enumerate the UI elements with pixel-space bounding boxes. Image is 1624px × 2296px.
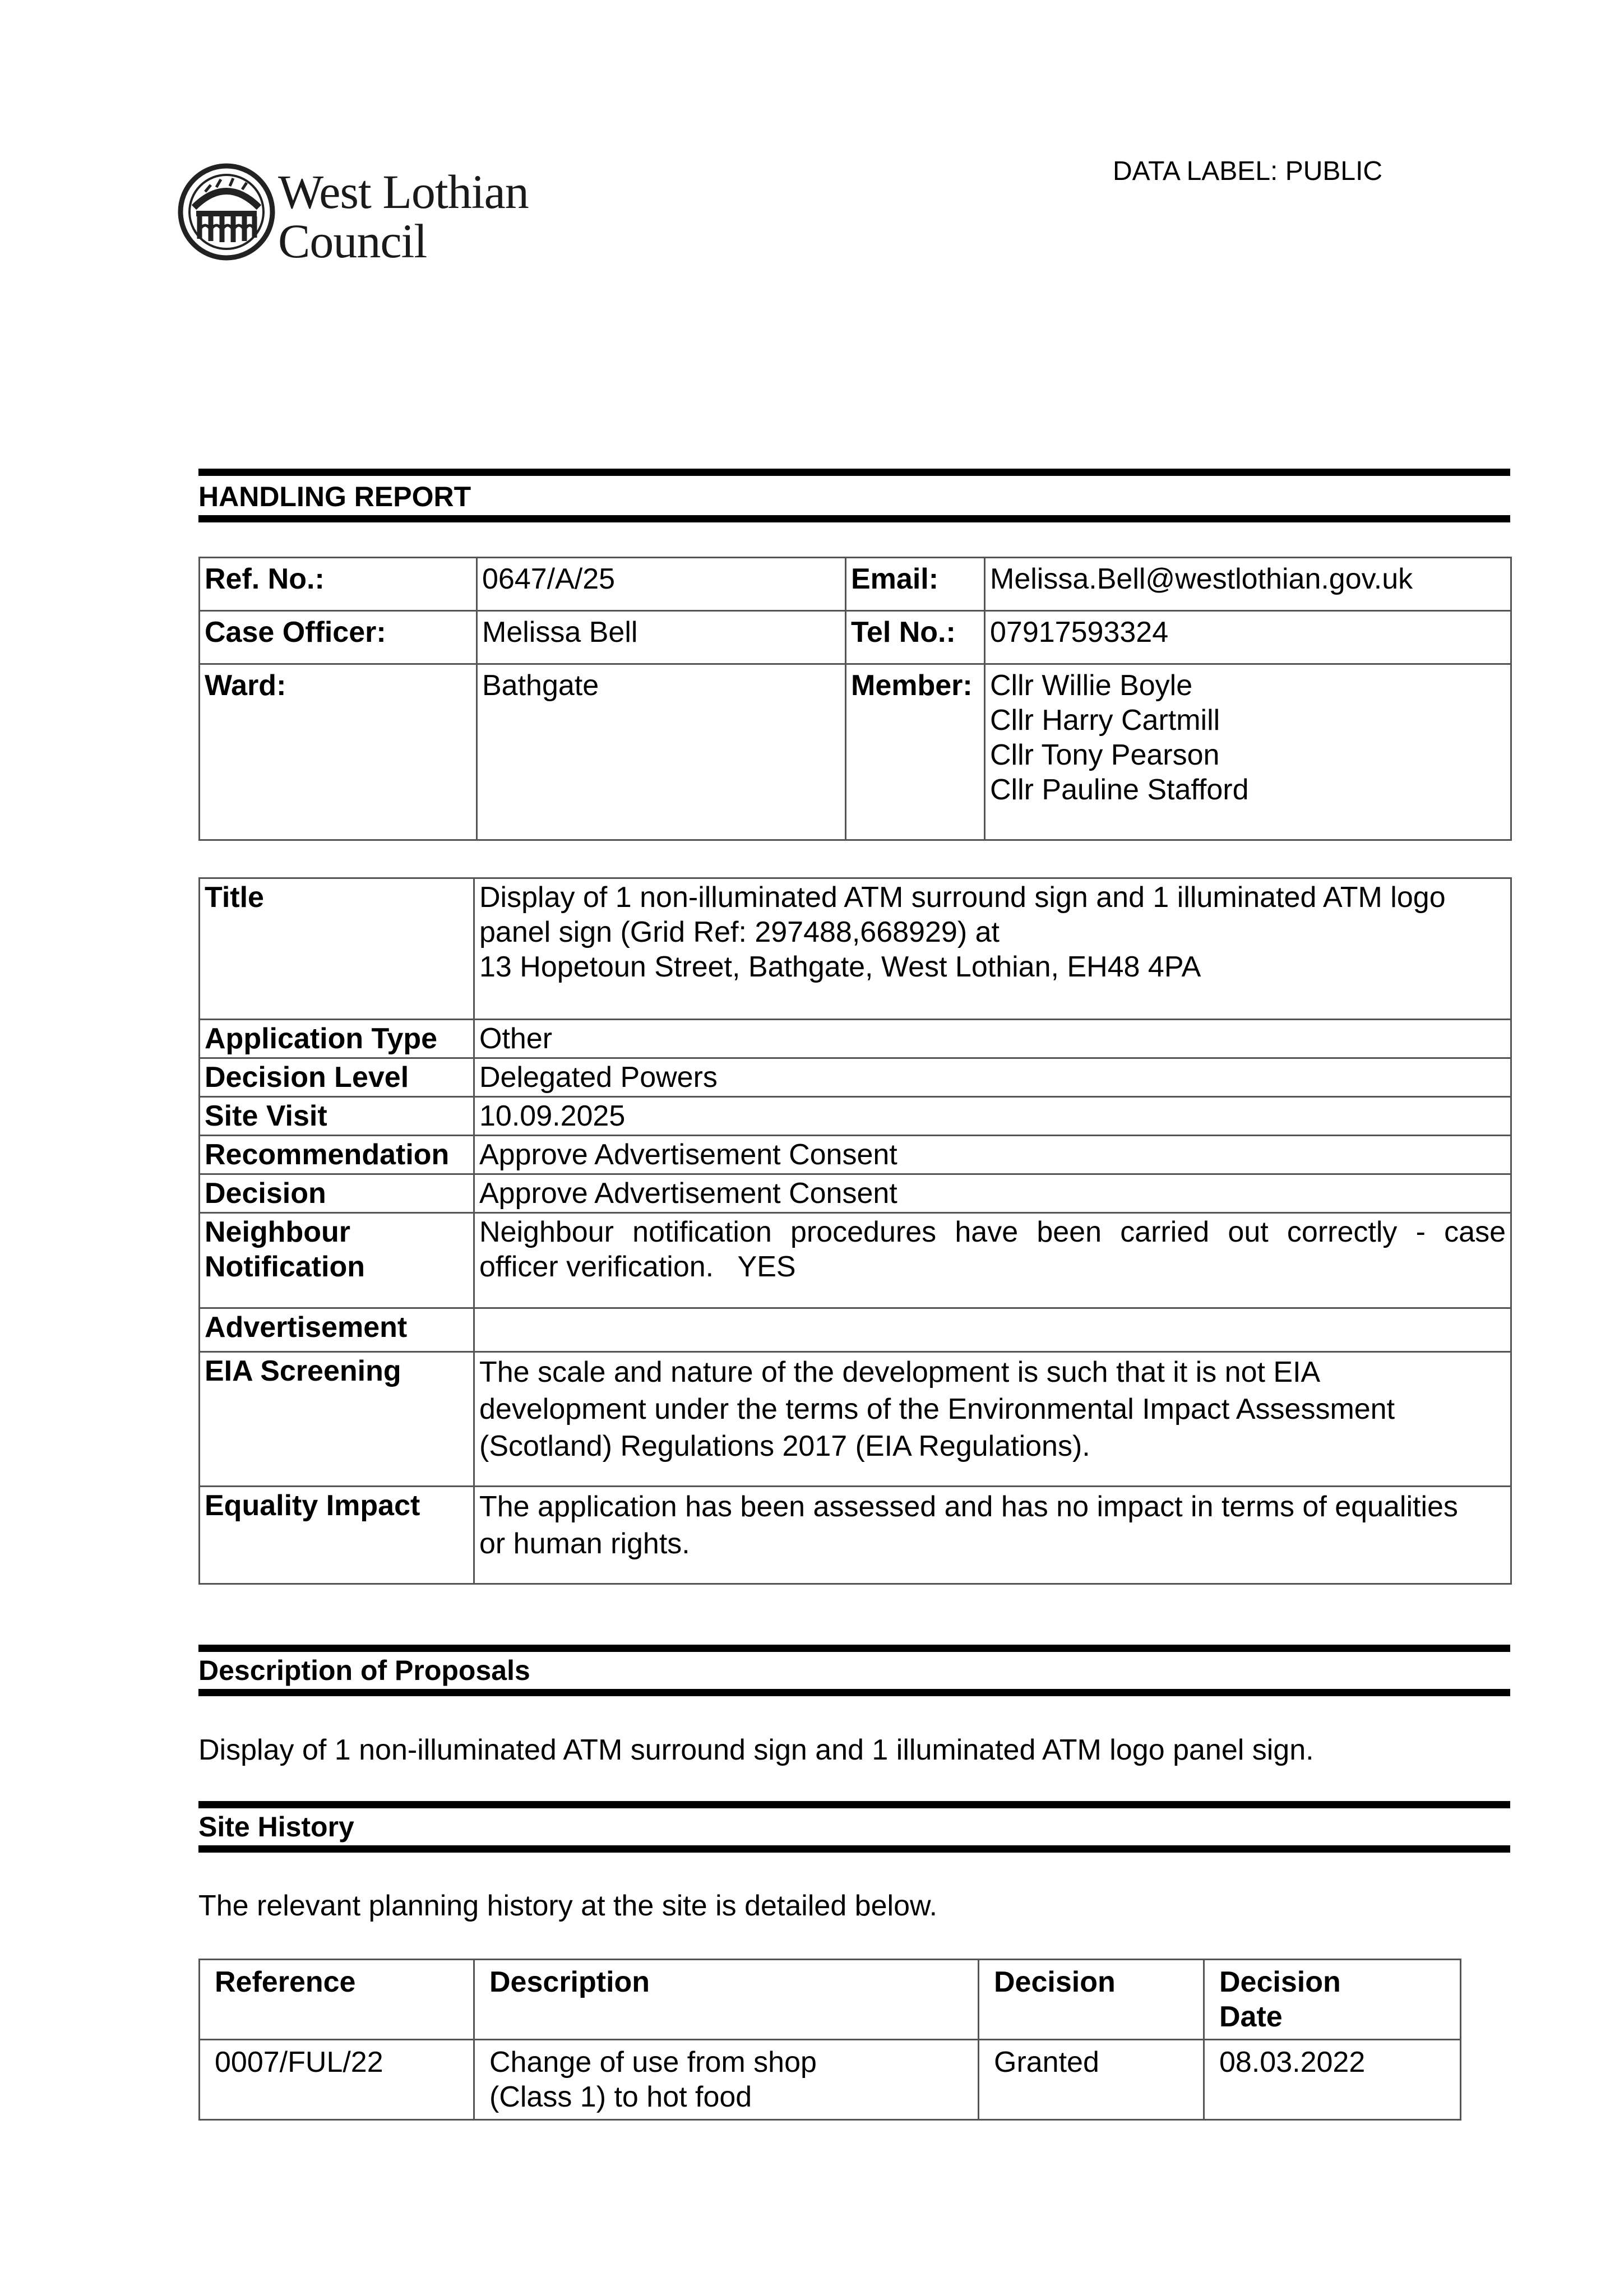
ward-label: Ward: (200, 664, 477, 840)
site-history-heading: Site History (198, 1811, 354, 1843)
officer-value: Melissa Bell (477, 611, 846, 664)
tel-label: Tel No.: (846, 611, 985, 664)
table-row (200, 1213, 1511, 1308)
decision-level-value: Delegated Powers (474, 1058, 1511, 1097)
table-row (200, 1058, 1511, 1097)
recommendation-label: Recommendation (200, 1136, 474, 1174)
history-reference: 0007/FUL/22 (200, 2040, 474, 2120)
history-description-line: (Class 1) to hot food (489, 2081, 752, 2113)
site-history-table (198, 1959, 1461, 2121)
table-row (200, 878, 1511, 1020)
title-line: 13 Hopetoun Street, Bathgate, West Lothian, EH48 4PA (479, 951, 1201, 983)
table-row (200, 1020, 1511, 1058)
table-row (200, 1097, 1511, 1136)
member-label: Member: (846, 664, 985, 840)
neighbour-value-line: officer verification. YES (479, 1251, 796, 1283)
table-row (200, 1352, 1511, 1487)
history-description-line: Change of use from shop (489, 2046, 817, 2079)
member-list (985, 664, 1511, 840)
table-row (200, 1136, 1511, 1174)
eia-label: EIA Screening (200, 1352, 474, 1487)
column-header: Description (474, 1960, 979, 2040)
council-name-line2: Council (278, 214, 427, 268)
handling-report-band (198, 469, 1510, 522)
history-decision-date: 08.03.2022 (1204, 2040, 1461, 2120)
equality-label: Equality Impact (200, 1487, 474, 1584)
title-line: Display of 1 non-illuminated ATM surround sign and 1 illuminated ATM logo (479, 881, 1446, 914)
eia-line: development under the terms of the Environmental Impact Assessment (479, 1393, 1395, 1425)
equality-line: or human rights. (479, 1527, 690, 1560)
neighbour-value-line: Neighbour notification procedures have been carried out correctly - case (479, 1216, 1506, 1248)
email-value: Melissa.Bell@westlothian.gov.uk (985, 558, 1511, 611)
ref-value: 0647/A/25 (477, 558, 846, 611)
title-line: panel sign (Grid Ref: 297488,668929) at (479, 916, 1000, 948)
table-row (200, 2040, 1461, 2120)
eia-line: The scale and nature of the development is such that it is not EIA (479, 1356, 1321, 1388)
table-row (200, 558, 1511, 611)
email-label: Email: (846, 558, 985, 611)
app-type-label: Application Type (200, 1020, 474, 1058)
neighbour-label (200, 1213, 474, 1308)
neighbour-label-line: Notification (205, 1251, 365, 1283)
app-type-value: Other (474, 1020, 1511, 1058)
report-title: HANDLING REPORT (198, 481, 471, 512)
case-info-table (198, 557, 1512, 841)
council-name (278, 167, 529, 266)
description-band (198, 1645, 1510, 1696)
table-row (200, 611, 1511, 664)
column-header: Reference (200, 1960, 474, 2040)
equality-value (474, 1487, 1511, 1584)
history-decision: Granted (979, 2040, 1204, 2120)
table-row (200, 1308, 1511, 1352)
site-history-intro: The relevant planning history at the site is detailed below. (198, 1890, 938, 1922)
member-name: Cllr Harry Cartmill (990, 704, 1220, 737)
advertisement-label: Advertisement (200, 1308, 474, 1352)
title-label: Title (200, 878, 474, 1020)
decision-level-label: Decision Level (200, 1058, 474, 1097)
table-row (200, 664, 1511, 840)
history-description (474, 2040, 979, 2120)
member-name: Cllr Pauline Stafford (990, 774, 1249, 806)
ward-value: Bathgate (477, 664, 846, 840)
description-text: Display of 1 non-illuminated ATM surround sign and 1 illuminated ATM logo panel sign. (198, 1734, 1314, 1766)
recommendation-value: Approve Advertisement Consent (474, 1136, 1511, 1174)
site-visit-value: 10.09.2025 (474, 1097, 1511, 1136)
member-name: Cllr Willie Boyle (990, 669, 1193, 702)
column-header: Decision (979, 1960, 1204, 2040)
advertisement-value (474, 1308, 1511, 1352)
application-details-table (198, 877, 1512, 1585)
column-header: Decision Date (1204, 1960, 1461, 2040)
equality-line: The application has been assessed and has no impact in terms of equalities (479, 1490, 1458, 1523)
ref-label: Ref. No.: (200, 558, 477, 611)
council-name-line1: West Lothian (278, 165, 529, 219)
table-header-row (200, 1960, 1461, 2040)
officer-label: Case Officer: (200, 611, 477, 664)
site-visit-label: Site Visit (200, 1097, 474, 1136)
title-value (474, 878, 1511, 1020)
neighbour-label-line: Neighbour (205, 1216, 350, 1248)
site-history-band (198, 1801, 1510, 1853)
eia-value (474, 1352, 1511, 1487)
neighbour-value (474, 1213, 1511, 1308)
table-row (200, 1487, 1511, 1584)
council-logo (177, 163, 558, 269)
eia-line: (Scotland) Regulations 2017 (EIA Regulations). (479, 1430, 1090, 1462)
viaduct-emblem-icon (177, 163, 276, 261)
table-row (200, 1174, 1511, 1213)
tel-value: 07917593324 (985, 611, 1511, 664)
data-label: DATA LABEL: PUBLIC (1113, 156, 1383, 186)
member-name: Cllr Tony Pearson (990, 739, 1220, 771)
decision-value: Approve Advertisement Consent (474, 1174, 1511, 1213)
decision-label: Decision (200, 1174, 474, 1213)
description-heading: Description of Proposals (198, 1655, 530, 1686)
